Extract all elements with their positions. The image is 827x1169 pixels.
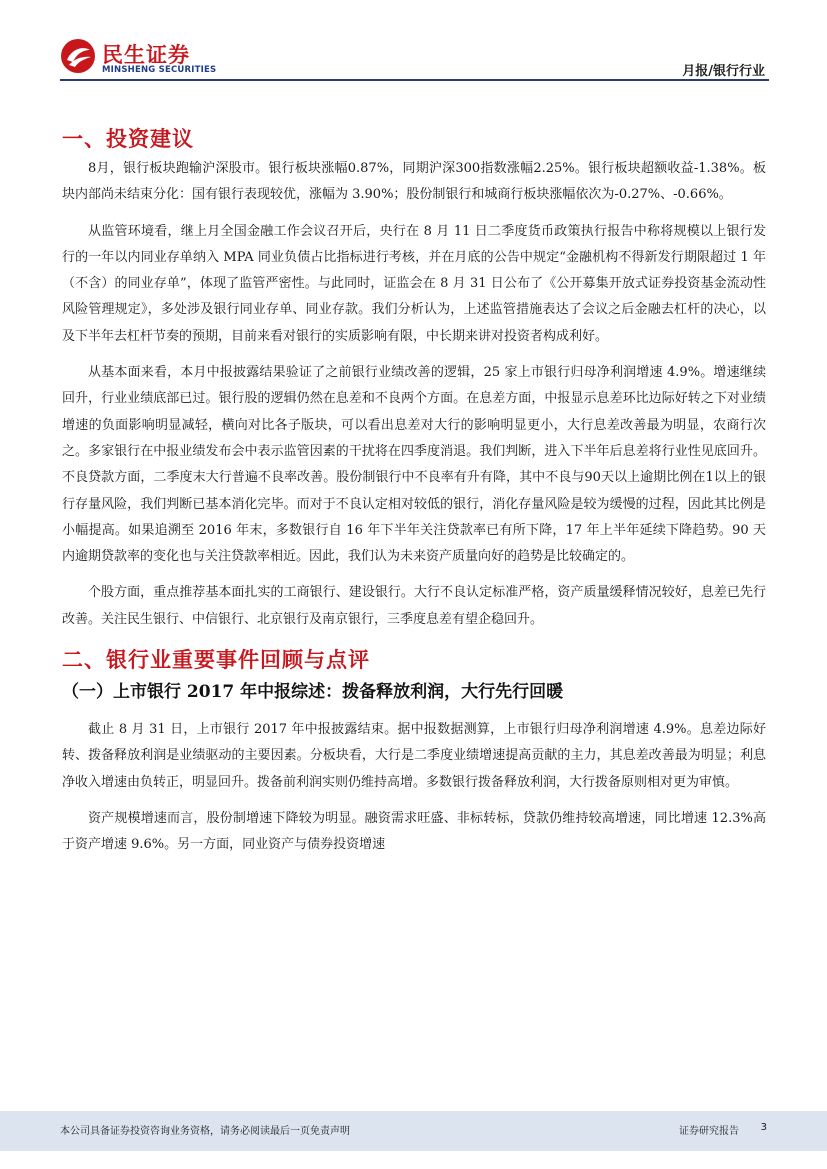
paragraph: 截止 8 月 31 日，上市银行 2017 年中报披露结束。据中报数据测算，上市银行归母净利润增速 4.9%。息差边际好转、拨备释放利润是业绩驱动的主要因素。分板块看，大行是二季度业绩增速提高贡献的主力，其息差改善最为明显；利息净收入增速由负转正，明显回升。拨备前利润实则仍维持高增。多数银行拨备释放利润，大行拨备原则相对更为审慎。: [62, 722, 766, 790]
footer-disclaimer: 本公司具备证券投资咨询业务资格，请务必阅读最后一页免责声明: [60, 1126, 350, 1137]
paragraph: 个股方面，重点推荐基本面扎实的工商银行、建设银行。大行不良认定标准严格，资产质量缓释情况较好，息差已先行改善。关注民生银行、中信银行、北京银行及南京银行，三季度息差有望企稳回升。: [62, 585, 766, 627]
page-number: 3: [760, 1122, 767, 1133]
section-title-events: 二、银行业重要事件回顾与点评: [62, 648, 370, 673]
minsheng-logo-icon: [60, 38, 96, 74]
page-body: [62, 122, 766, 869]
subsection-title: （一）上市银行 2017 年中报综述：拨备释放利润，大行先行回暖: [62, 682, 564, 703]
header-divider: [60, 79, 769, 81]
paragraph: 资产规模增速而言，股份制增速下降较为明显。融资需求旺盛、非标转标，贷款仍维持较高增速，同比增速 12.3%高于资产增速 9.6%。另一方面，同业资产与债券投资增速: [62, 810, 766, 853]
logo-english-text: MINSHENG SECURITIES: [102, 65, 217, 75]
report-type-label: 月报/银行行业: [682, 64, 765, 79]
paragraph: 从基本面来看，本月中报披露结果验证了之前银行业绩改善的逻辑，25 家上市银行归母净利润增速 4.9%。增速继续回升，行业业绩底部已过。银行股的逻辑仍然在息差和不良两个方面。在息差方面，中报显示息差环比边际好转之下对业绩增速的负面影响明显减轻，横向对比各子版块，可以看出息差对大行的影响明显更小，大行息差改善最为明显，农商行次之。多家银行在中报业绩发布会中表示监管因素的干扰将在四季度消退。我们判断，进入下半年后息差将行业性见底回升。不良贷款方面，二季度末大行普遍不良率改善。股份制银行中不良率有升有降，其中不良与90天以上逾期比例在1以上的银行存量风险，我们判断已基本消化完毕。而对于不良认定相对较低的银行，消化存量风险是较为缓慢的过程，因此其比例是小幅提高。如果追溯至 2016 年末，多数银行自 16 年下半年关注贷款率已有所下降，17 年上半年延续下降趋势。90 天内逾期贷款率的变化也与关注贷款率相近。因此，我们认为未来资产质量向好的趋势是比较确定的。: [62, 365, 766, 565]
paragraph: 8月，银行板块跑输沪深股市。银行板块涨幅0.87%，同期沪深300指数涨幅2.25%。银行板块超额收益-1.38%。板块内部尚未结束分化：国有银行表现较优，涨幅为 3.90%；股份制银行和城商行板块涨幅依次为-0.27%、-0.66%。: [62, 161, 766, 203]
footer-report-label: 证券研究报告: [679, 1126, 739, 1137]
paragraph: 从监管环境看，继上月全国金融工作会议召开后，央行在 8 月 11 日二季度货币政策执行报告中称将规模以上银行发行的一年以内同业存单纳入 MPA 同业负债占比指标进行考核，并在月底的公告中规定“金融机构不得新发行期限超过 1 年（不含）的同业存单”，体现了监管严密性。与此同时，证监会在 8 月 31 日公布了《公开募集开放式证券投资基金流动性风险管理规定》，多处涉及银行同业存单、同业存款。我们分析认为，上述监管措施表达了会议之后金融去杠杆的决心，以及下半年去杠杆节奏的预期，目前来看对银行的实质影响有限，中长期来讲对投资者构成利好。: [62, 223, 766, 344]
logo-chinese-text: 民生证券: [102, 43, 190, 67]
page-header: [0, 0, 827, 82]
page-footer: [0, 1103, 827, 1169]
section-title-investment: 一、投资建议: [62, 127, 194, 151]
minsheng-logo: [60, 38, 240, 78]
